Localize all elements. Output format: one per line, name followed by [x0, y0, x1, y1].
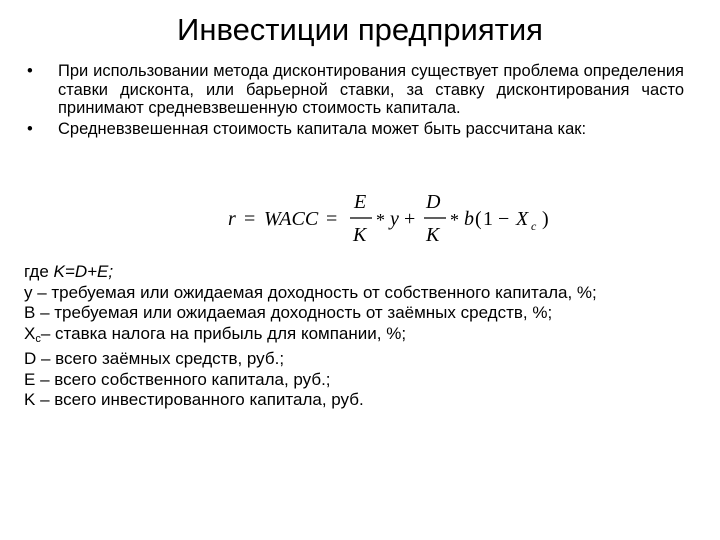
definition-symbol: y: [24, 282, 33, 302]
bullet-text: Средневзвешенная стоимость капитала может быть рассчитана как:: [58, 119, 587, 138]
definition-text: – ставка налога на прибыль для компании, %;: [40, 323, 407, 343]
definition-k: [24, 390, 694, 411]
definition-symbol: K: [24, 390, 36, 409]
definition-d: [24, 349, 694, 370]
definition-text: – всего инвестированного капитала, руб.: [35, 390, 364, 409]
definition-subscript: c: [35, 332, 41, 345]
definition-symbol: D: [24, 349, 37, 368]
formula-r: r: [228, 208, 236, 230]
formula-frac2-numerator: D: [426, 191, 441, 213]
where-formula: K=D+E;: [53, 262, 114, 281]
formula-frac1-numerator: E: [354, 191, 367, 213]
formula-minus: −: [498, 208, 510, 230]
where-prefix: где: [24, 262, 54, 281]
definition-text: – всего заёмных средств, руб.;: [36, 349, 285, 368]
definition-text: – требуемая или ожидаемая доходность от собственного капитала, %;: [32, 282, 597, 302]
variable-definitions: [24, 262, 694, 411]
formula-equals-2: =: [326, 208, 338, 230]
formula-plus: +: [404, 208, 416, 230]
wacc-formula-svg: [228, 186, 568, 252]
formula-star-1: *: [376, 210, 385, 230]
formula-b: b: [464, 208, 474, 230]
slide-title: Инвестиции предприятия: [177, 12, 543, 47]
formula-y: y: [390, 208, 399, 230]
formula-star-2: *: [450, 210, 459, 230]
formula-x-subscript: c: [531, 219, 537, 233]
definition-y: [24, 283, 694, 304]
definition-b: [24, 303, 694, 324]
formula-open-paren: (: [475, 208, 482, 230]
formula-x: X: [516, 208, 529, 230]
bullet-marker: •: [27, 119, 33, 138]
definition-text: – всего собственного капитала, руб.;: [35, 369, 331, 389]
bullet-text: При использовании метода дисконтирования существует проблема определения ставки дисконта, или барьерной ставки, за ставку дисконтирования часто принимают средневзвешенную стоимость капитала.: [58, 62, 684, 117]
bullet-marker: •: [27, 62, 33, 80]
formula-equals-1: =: [244, 208, 256, 230]
bullet-list: [24, 62, 684, 138]
definition-e: [24, 370, 694, 391]
definition-symbol: E: [24, 369, 36, 389]
definition-symbol: B: [24, 303, 36, 322]
formula-close-paren: ): [542, 208, 549, 230]
definition-xc: [24, 324, 694, 350]
bullet-item-discount-rate: [24, 62, 684, 118]
formula-wacc: WACC: [264, 208, 319, 230]
formula-frac1-denominator: K: [353, 224, 367, 246]
formula-frac2-denominator: K: [426, 224, 440, 246]
wacc-formula: [228, 186, 568, 252]
definition-symbol: X: [24, 323, 36, 343]
bullet-item-wacc: [24, 120, 684, 139]
formula-one: 1: [483, 208, 493, 230]
definition-where: [24, 262, 694, 283]
definition-text: – требуемая или ожидаемая доходность от заёмных средств, %;: [35, 303, 553, 322]
